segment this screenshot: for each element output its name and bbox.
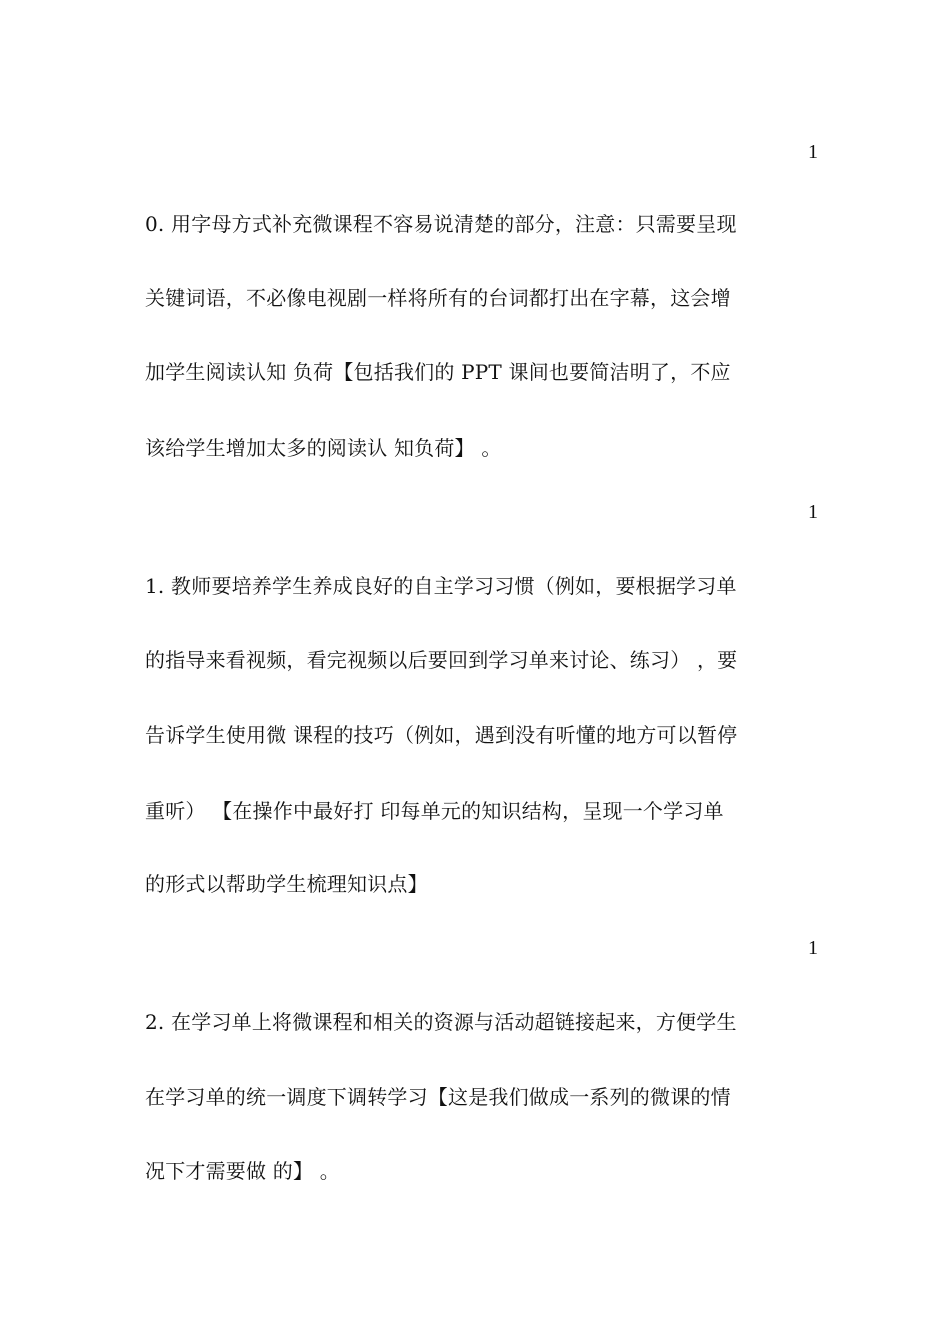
section-marker: 1 bbox=[808, 501, 818, 523]
paragraph-line: 关键词语，不必像电视剧一样将所有的台词都打出在字幕，这会增 bbox=[145, 286, 731, 310]
paragraph-line: 该给学生增加太多的阅读认 知负荷】 。 bbox=[145, 436, 502, 460]
paragraph-line: 0. 用字母方式补充微课程不容易说清楚的部分，注意：只需要呈现 bbox=[145, 212, 737, 236]
paragraph-line: 的形式以帮助学生梳理知识点】 bbox=[145, 872, 428, 896]
paragraph-line: 况下才需要做 的】 。 bbox=[145, 1159, 340, 1183]
paragraph-line: 在学习单的统一调度下调转学习【这是我们做成一系列的微课的情 bbox=[145, 1085, 731, 1109]
paragraph-line: 2. 在学习单上将微课程和相关的资源与活动超链接起来，方便学生 bbox=[145, 1010, 737, 1034]
paragraph-line: 加学生阅读认知 负荷【包括我们的 PPT 课间也要简洁明了，不应 bbox=[145, 360, 731, 384]
paragraph-line: 重听） 【在操作中最好打 印每单元的知识结构，呈现一个学习单 bbox=[145, 799, 724, 823]
paragraph-line: 1. 教师要培养学生养成良好的自主学习习惯（例如，要根据学习单 bbox=[145, 574, 737, 598]
paragraph-line: 告诉学生使用微 课程的技巧（例如，遇到没有听懂的地方可以暂停 bbox=[145, 723, 738, 747]
section-marker: 1 bbox=[808, 937, 818, 959]
section-marker: 1 bbox=[808, 141, 818, 163]
paragraph-line: 的指导来看视频，看完视频以后要回到学习单来讨论、练习） ，要 bbox=[145, 648, 738, 672]
